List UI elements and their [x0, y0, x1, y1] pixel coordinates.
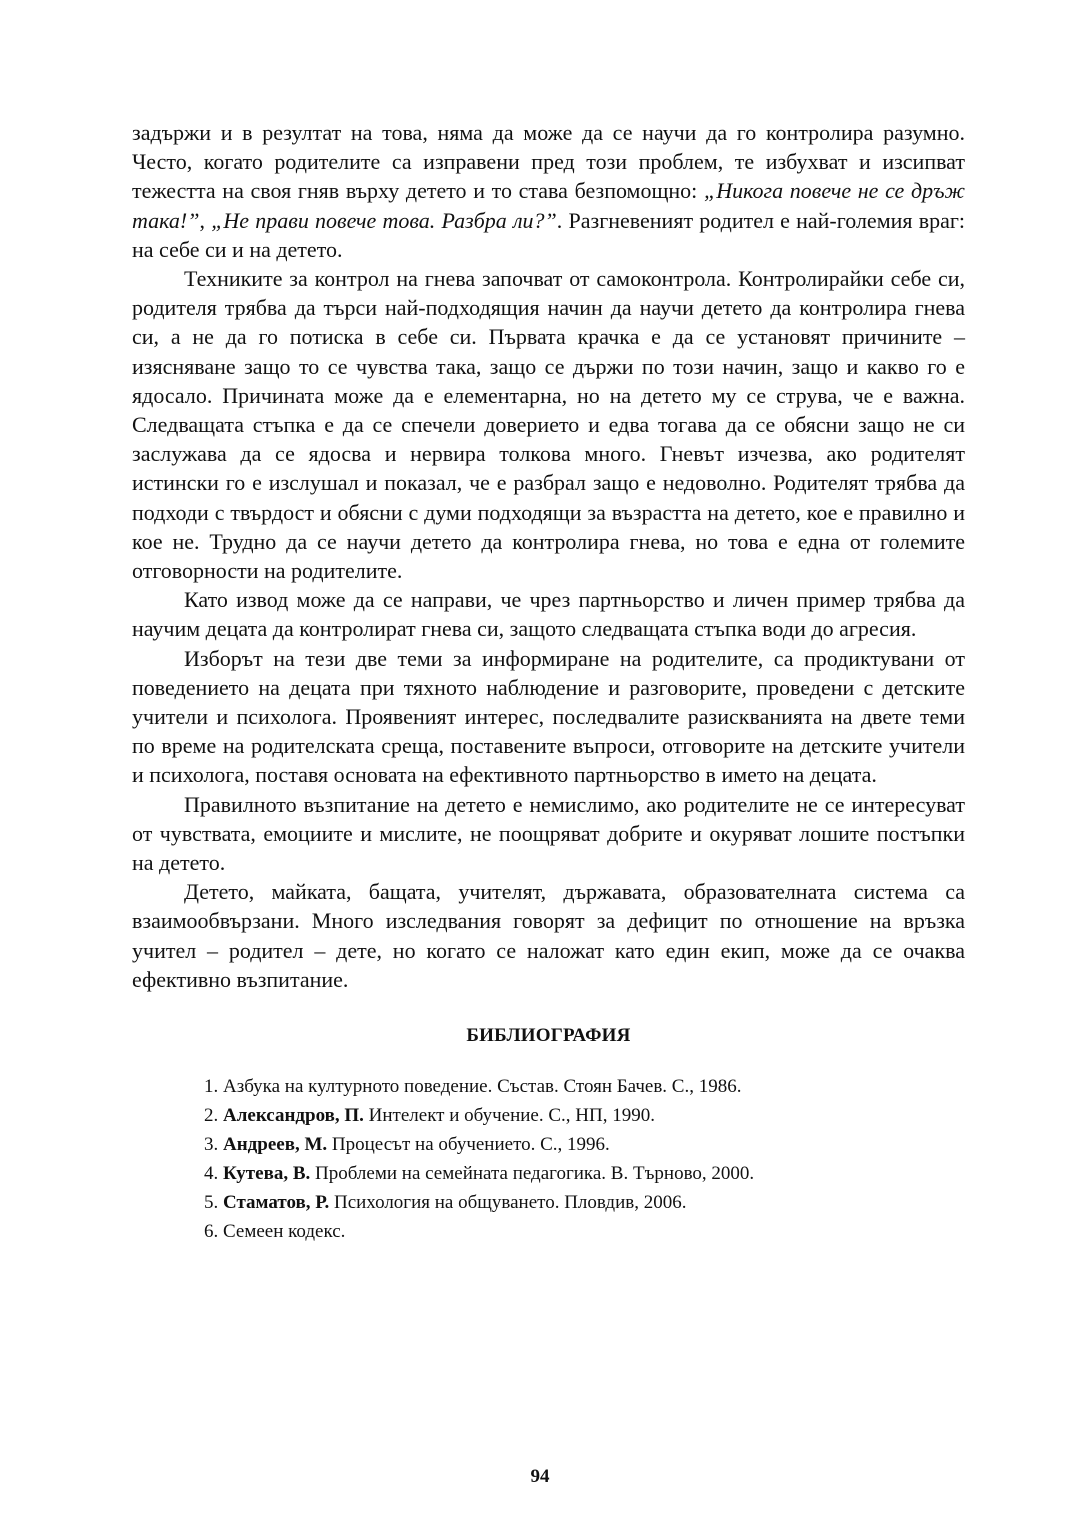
bibliography-item-text: Процесът на обучението. С., 1996. [331, 1134, 610, 1156]
bibliography-list [132, 1072, 965, 1246]
intro-text-part2: . Разгневеният родител е най-големия враг: на себе си и на детето. [132, 207, 965, 262]
bibliography-item-number: 3. [204, 1134, 219, 1156]
bibliography-item-number: 4. [204, 1163, 219, 1185]
bibliography-item [204, 1159, 965, 1188]
paragraph-interconnection: Детето, майката, бащата, учителят, държавата, образователната система са взаимообвързани. Много изследвания говорят за дефицит по отношение на връзка учител – родител – дете, но когато се наложат като един екип, може да се очаква ефективно възпитание. [132, 879, 965, 992]
bibliography-item [204, 1130, 965, 1159]
bibliography-item-text: Психология на общуването. Пловдив, 2006. [333, 1192, 687, 1214]
page-number: 94 [530, 1466, 550, 1487]
intro-paragraph [132, 118, 965, 264]
intro-separator: , [199, 207, 212, 233]
bibliography-item [204, 1072, 965, 1101]
bibliography-item-author: Андреев, М. [223, 1134, 328, 1156]
bibliography-item-author: Александров, П. [223, 1105, 364, 1127]
bibliography-item-number: 1. [204, 1076, 219, 1098]
paragraph-conclusion: Като извод може да се направи, че чрез партньорство и личен пример трябва да научим децата да контролират гнева си, защото следващата стъпка води до агресия. [132, 587, 965, 642]
paragraph-anger-techniques: Техниките за контрол на гнева започват от самоконтрола. Контролирайки себе си, родителя трябва да търси най-подходящия начин да научи детето да контролира гнева си, а не да го потиска в себе си. Първата крачка е да се установят причините – изясняване защо то се чувства така, защо се държи по този начин, защо и какво го е ядосало. Причината може да е елементарна, но на детето му се струва, че е важна. Следващата стъпка е да се спечели доверието и едва тогава да се обясни защо не си заслужава да се ядосва и нервира толкова много. Гневът изчезва, ако родителят истински го е изслушал и показал, че е разбрал защо е недоволно. Родителят трябва да подходи с твърдост и обясни с думи подходящи за възрастта на детето, кое е правилно и кое не. Трудно да се научи детето да контролира гнева, но това е една от големите отговорности на родителите. [132, 266, 965, 584]
bibliography-item [204, 1188, 965, 1217]
bibliography-item-text: Семеен кодекс. [223, 1221, 346, 1243]
intro-quote-2: „Не прави повече това. Разбра ли?” [211, 207, 557, 233]
intro-text-part1: задържи и в резултат на това, няма да може да се научи да го контролира разумно. Често, когато родителите са изправени пред този проблем, те избухват и изсипват тежестта на своя гняв върху детето и то става безпомощно: [132, 120, 965, 204]
bibliography-item-number: 2. [204, 1105, 219, 1127]
bibliography-item-text: Интелект и обучение. С., НП, 1990. [368, 1105, 655, 1127]
bibliography-item-number: 6. [204, 1221, 219, 1243]
paragraph-topic-choice: Изборът на тези две теми за информиране на родителите, са продиктувани от поведението на децата при тяхното наблюдение и разговорите, проведени с детските учители и психолога. Проявеният интерес, последвалите разискванията на двете теми по време на родителската среща, поставените въпроси, отговорите на детските учители и психолога, поставя основата на ефективното партньорство в името на децата. [132, 645, 965, 788]
intro-quote-1: „Никога повече не се дръж така!” [132, 178, 966, 233]
bibliography-item-number: 5. [204, 1192, 219, 1214]
bibliography-item [204, 1101, 965, 1130]
document-page [132, 118, 965, 1246]
bibliography-item-author: Кутева, В. [223, 1163, 311, 1185]
paragraph-proper-upbringing: Правилното възпитание на детето е немислимо, ако родителите не се интересуват от чувствата, емоциите и мислите, не поощряват добрите и окуряват лошите постъпки на детето. [132, 791, 965, 876]
bibliography-item-text: Азбука на културното поведение. Състав. Стоян Бачев. С., 1986. [223, 1076, 742, 1098]
bibliography-item-author: Стаматов, Р. [223, 1192, 330, 1214]
bibliography-item [204, 1217, 965, 1246]
bibliography-item-text: Проблеми на семейната педагогика. В. Търново, 2000. [315, 1163, 755, 1185]
bibliography-heading: БИБЛИОГРАФИЯ [466, 1025, 631, 1047]
